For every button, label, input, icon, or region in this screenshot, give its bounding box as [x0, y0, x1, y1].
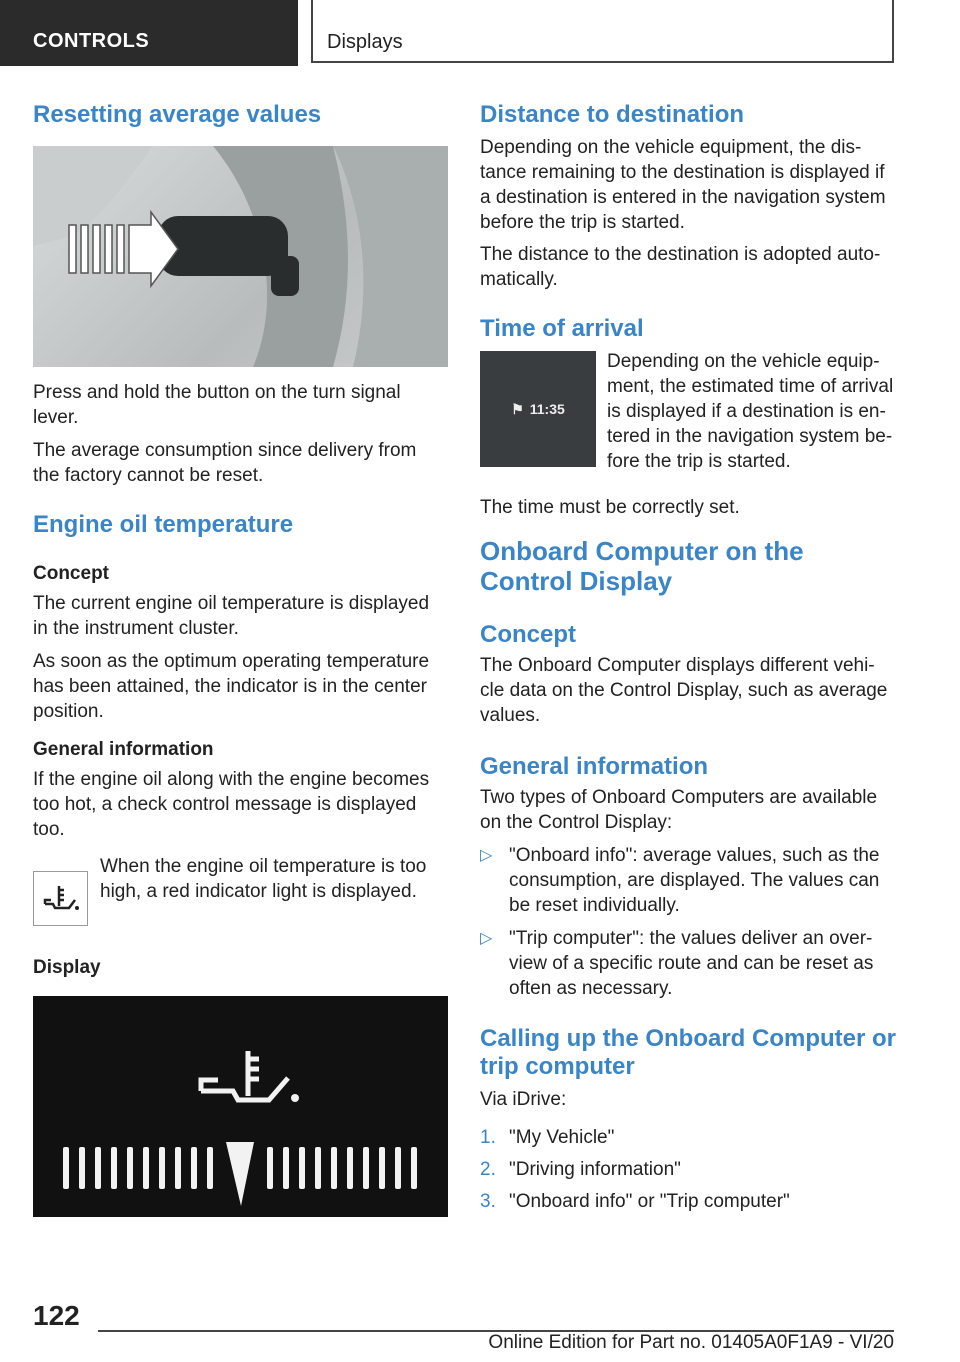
subsection-label: Displays — [327, 31, 403, 53]
bullet-triangle-icon: ▷ — [480, 847, 493, 864]
heading-general-right: General information — [480, 753, 709, 780]
oil-temperature-icon — [33, 871, 88, 926]
para-concept-1: The current engine oil temperature is displayed in the instrument cluster. — [33, 593, 430, 639]
para-concept-2: As soon as the optimum operating temperature has been attained, the indicator is in the center position. — [33, 651, 430, 722]
heading-concept-right: Concept — [480, 621, 576, 648]
oil-temperature-display-image — [33, 996, 448, 1217]
list-item — [480, 1189, 896, 1214]
para-arrival: Depending on the vehicle equip-ment, the estimated time of arrival is displayed if a destination is en-tered in the navigation system be-fore the trip is started. — [607, 351, 894, 472]
list-item — [480, 926, 896, 1001]
section-tab — [0, 0, 298, 66]
step-text: "My Vehicle" — [509, 1127, 615, 1148]
oil-can-thermometer-glyph — [41, 882, 81, 916]
list-item — [480, 1125, 896, 1150]
heading-time-of-arrival: Time of arrival — [480, 315, 644, 342]
para-time-set: The time must be correctly set. — [480, 497, 740, 518]
heading-concept-left: Concept — [33, 563, 109, 584]
heading-display: Display — [33, 957, 101, 978]
subsection-tab — [311, 0, 894, 63]
heading-general-left: General information — [33, 739, 214, 760]
turn-signal-lever-illustration — [33, 146, 448, 367]
heading-onboard-line-2: Control Display — [480, 566, 673, 596]
page-number: 122 — [33, 1300, 80, 1331]
step-text: "Onboard info" or "Trip computer" — [509, 1191, 790, 1212]
heading-engine-oil: Engine oil temperature — [33, 511, 294, 538]
heading-onboard-computer — [480, 536, 896, 596]
oil-temperature-gauge — [33, 996, 448, 1217]
warning-row — [33, 854, 448, 926]
step-number: 3. — [480, 1191, 496, 1212]
bullet-text-onboard-info: "Onboard info": average values, such as the consumption, are displayed. The values can be reset individually. — [509, 845, 880, 916]
arrival-row — [480, 349, 896, 474]
para-warning: When the engine oil temperature is too high, a red indicator light is displayed. — [100, 856, 427, 902]
para-distance-1: Depending on the vehicle equipment, the dis-tance remaining to the destination is displayed if a destination is entered in the navigation system before the trip is started. — [480, 137, 886, 233]
left-column — [33, 100, 448, 1217]
para-distance-2: The distance to the destination is adopted auto-matically. — [480, 244, 881, 290]
heading-resetting-average: Resetting average values — [33, 101, 322, 128]
para-reset-2: The average consumption since delivery from the factory cannot be reset. — [33, 440, 417, 486]
para-concept-right: The Onboard Computer displays different vehi-cle data on the Control Display, such as average values. — [480, 655, 888, 726]
para-general-left: If the engine oil along with the engine becomes too hot, a check control message is displayed too. — [33, 769, 430, 840]
arrival-time-value: 11:35 — [529, 401, 565, 417]
section-label: CONTROLS — [33, 30, 150, 52]
para-via-idrive: Via iDrive: — [480, 1089, 567, 1110]
list-item — [480, 1157, 896, 1182]
heading-distance: Distance to destination — [480, 101, 745, 128]
para-reset-1: Press and hold the button on the turn signal lever. — [33, 382, 401, 428]
heading-onboard-line-1: Onboard Computer on the — [480, 536, 804, 566]
para-general-right: Two types of Onboard Computers are available on the Control Display: — [480, 787, 878, 833]
step-number: 1. — [480, 1127, 496, 1148]
edition-note: Online Edition for Part no. 01405A0F1A9 - VI/20 — [488, 1332, 894, 1353]
bullet-text-trip-computer: "Trip computer": the values deliver an over-view of a specific route and can be reset as often as necessary. — [509, 928, 874, 999]
list-item — [480, 843, 896, 918]
page-header — [0, 0, 960, 66]
arrival-time-image — [480, 351, 596, 467]
flag-icon: ⚑ — [511, 400, 524, 417]
turn-signal-lever-image — [33, 146, 448, 367]
right-column — [480, 100, 896, 1214]
heading-calling-up: Calling up the Onboard Computer or trip computer — [480, 1025, 896, 1080]
step-number: 2. — [480, 1159, 496, 1180]
bullet-triangle-icon: ▷ — [480, 930, 493, 947]
step-text: "Driving information" — [509, 1159, 681, 1180]
